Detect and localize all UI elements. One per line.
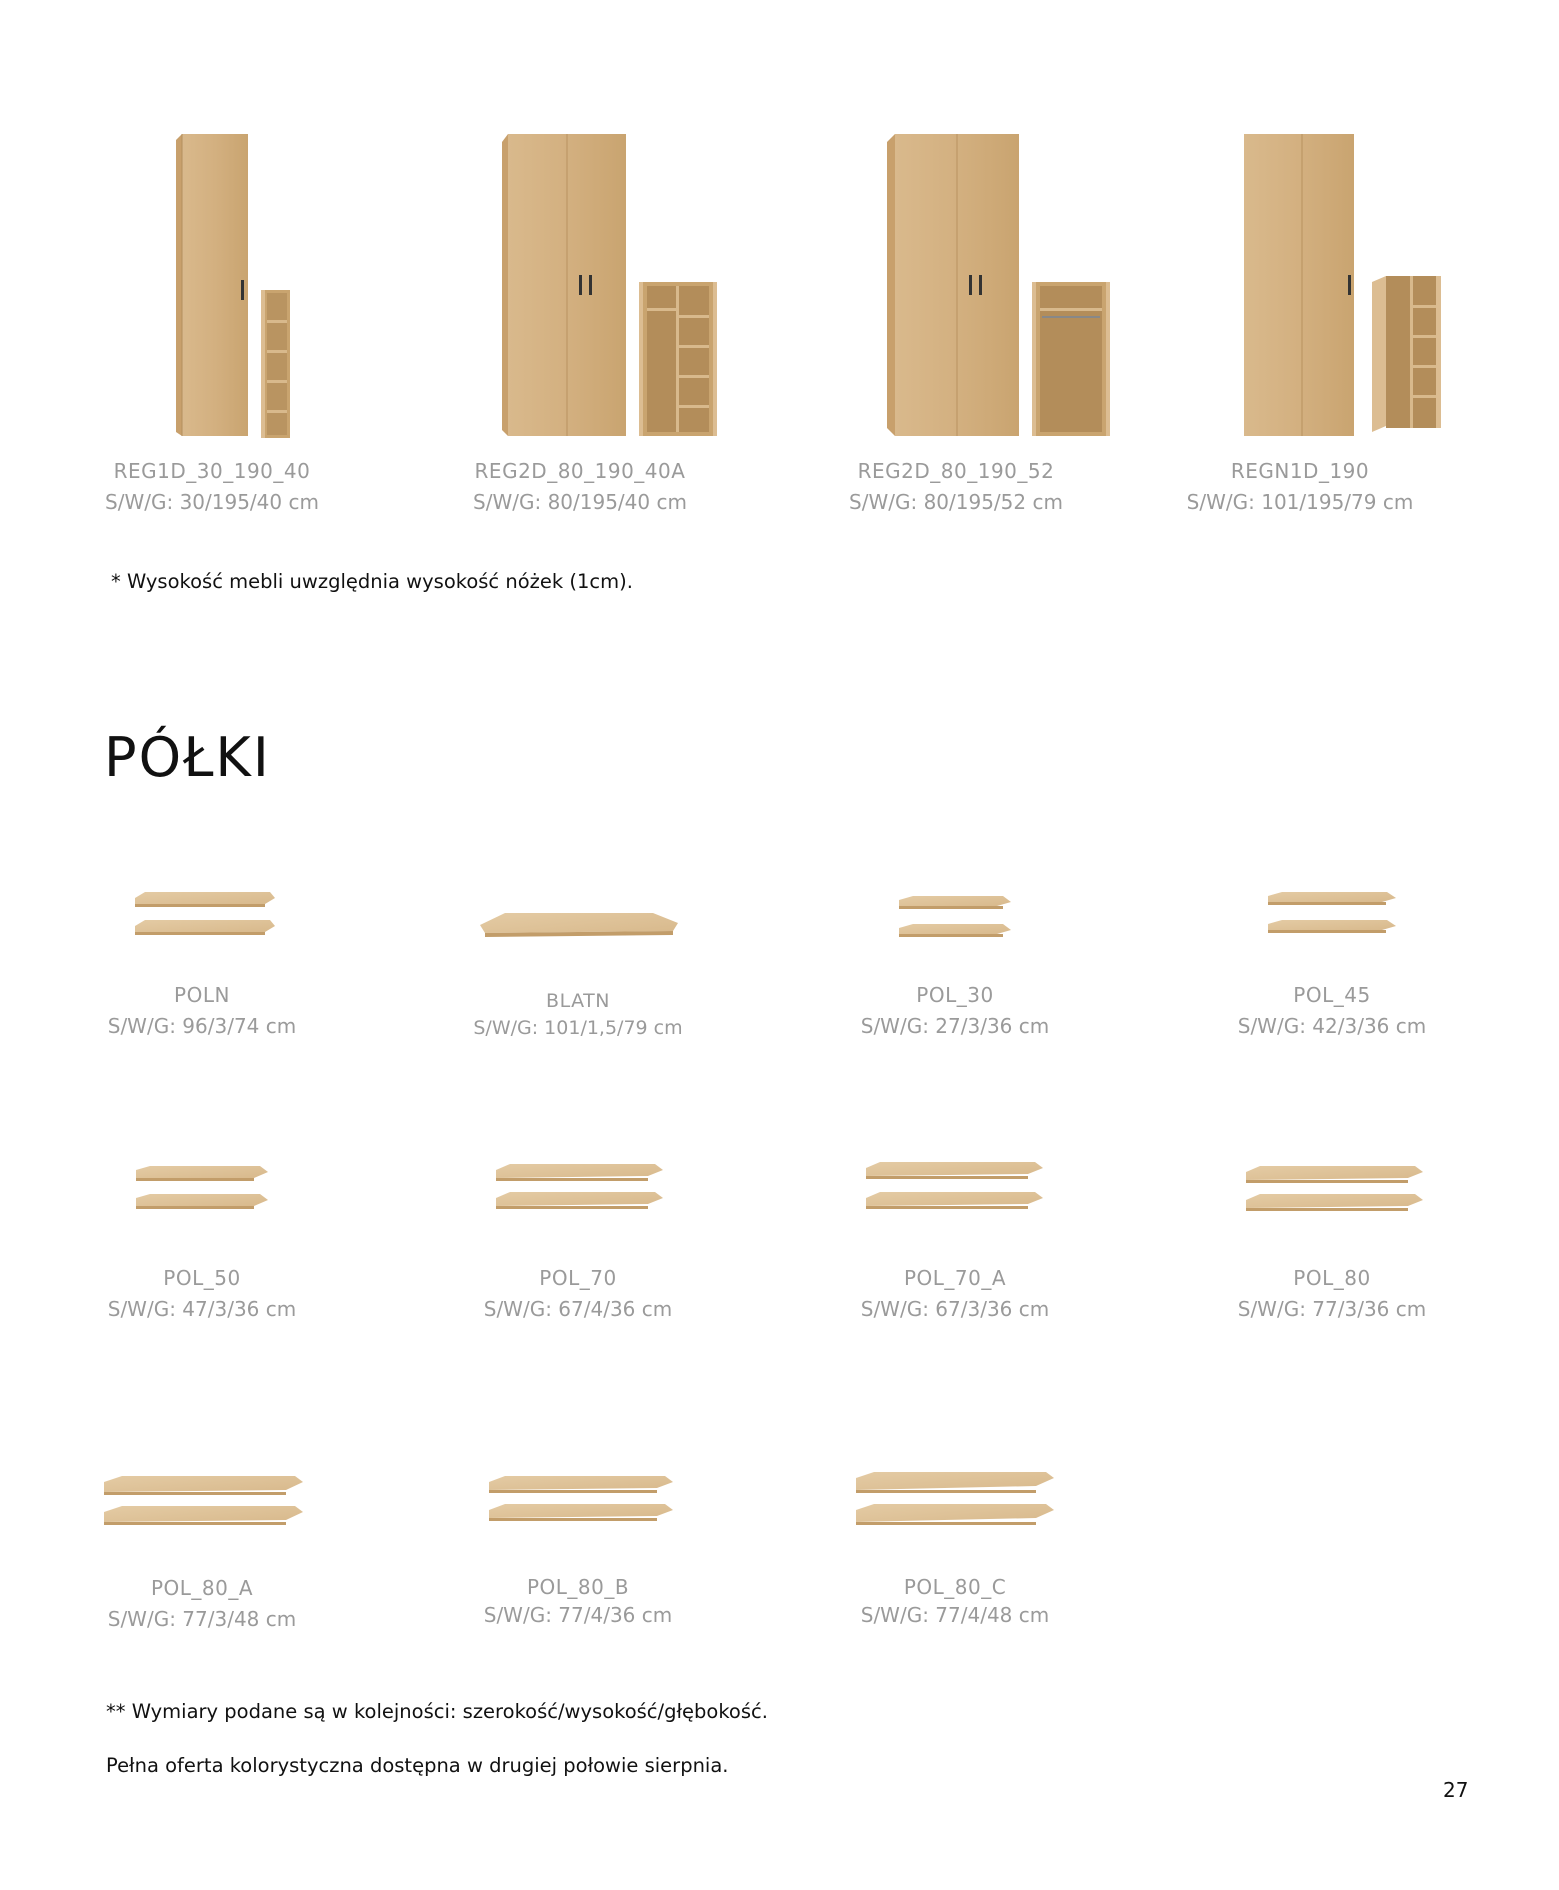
dimensions-note: ** Wymiary podane są w kolejności: szerokość/wysokość/głębokość. [106, 1700, 768, 1723]
product-code: POL_80 [1293, 1266, 1371, 1290]
shelf-pol70-image [490, 1160, 670, 1216]
wardrobe-label [62, 456, 362, 518]
product-dimensions: S/W/G: 27/3/36 cm [860, 1014, 1050, 1038]
product-dimensions: S/W/G: 80/195/52 cm [849, 490, 1063, 514]
shelf-label [52, 1573, 352, 1635]
product-dimensions: S/W/G: 42/3/36 cm [1237, 1014, 1427, 1038]
product-code: POL_80_A [150, 1576, 254, 1600]
shelf-label [428, 988, 728, 1042]
product-code: REG2D_80_190_52 [857, 459, 1055, 483]
shelf-label [1182, 1263, 1482, 1325]
wardrobe-reg2d-80-190-52 [885, 130, 1115, 440]
product-code: POL_70 [539, 1266, 617, 1290]
shelf-label [428, 1263, 728, 1325]
wardrobe-regn1d-190 [1240, 130, 1460, 440]
product-code: POL_50 [163, 1266, 241, 1290]
wardrobe-label [430, 456, 730, 518]
shelf-label [52, 1263, 352, 1325]
shelf-label [805, 980, 1105, 1042]
wardrobe-reg1d-30-190-40 [170, 130, 300, 440]
product-code: POL_80_B [526, 1575, 630, 1599]
shelf-pol50-image [130, 1162, 275, 1218]
product-code: POL_80_C [903, 1575, 1007, 1599]
product-code: POL_70_A [903, 1266, 1007, 1290]
product-dimensions: S/W/G: 67/3/36 cm [860, 1297, 1050, 1321]
product-dimensions: S/W/G: 77/3/36 cm [1237, 1297, 1427, 1321]
product-dimensions: S/W/G: 77/4/48 cm [860, 1603, 1050, 1627]
product-code: POL_45 [1293, 983, 1371, 1007]
wardrobe-image [170, 130, 300, 440]
product-dimensions: S/W/G: 77/4/36 cm [483, 1603, 673, 1627]
shelf-pol80b-image [483, 1472, 678, 1532]
product-dimensions: S/W/G: 47/3/36 cm [107, 1297, 297, 1321]
shelf-label [805, 1573, 1105, 1629]
product-code: BLATN [546, 990, 610, 1012]
product-dimensions: S/W/G: 101/195/79 cm [1186, 490, 1414, 514]
shelf-label [805, 1263, 1105, 1325]
product-dimensions: S/W/G: 77/3/48 cm [107, 1607, 297, 1631]
wardrobe-label [1150, 456, 1450, 518]
shelf-pol80a-image [100, 1472, 310, 1532]
product-code: REG1D_30_190_40 [113, 459, 311, 483]
product-dimensions: S/W/G: 67/4/36 cm [483, 1297, 673, 1321]
shelf-pol80-image [1240, 1162, 1430, 1218]
product-dimensions: S/W/G: 80/195/40 cm [473, 490, 687, 514]
product-code: REGN1D_190 [1230, 459, 1370, 483]
shelf-poln-image [130, 888, 280, 948]
shelf-pol70a-image [860, 1158, 1050, 1218]
shelf-pol30-image [893, 892, 1018, 948]
product-dimensions: S/W/G: 101/1,5/79 cm [473, 1017, 683, 1039]
shelf-label [428, 1573, 728, 1629]
wardrobe-image [885, 130, 1115, 440]
offer-note: Pełna oferta kolorystyczna dostępna w drugiej połowie sierpnia. [106, 1754, 729, 1777]
product-code: POL_30 [916, 983, 994, 1007]
wardrobe-image [1240, 130, 1460, 440]
height-note: * Wysokość mebli uwzględnia wysokość nóżek (1cm). [111, 570, 633, 593]
product-code: REG2D_80_190_40A [474, 459, 686, 483]
shelf-label [52, 980, 352, 1042]
wardrobe-image [500, 130, 720, 440]
product-dimensions: S/W/G: 30/195/40 cm [105, 490, 319, 514]
shelf-pol80c-image [850, 1468, 1060, 1532]
page-number: 27 [1443, 1778, 1469, 1802]
shelf-blatn-image [475, 905, 685, 945]
product-dimensions: S/W/G: 96/3/74 cm [107, 1014, 297, 1038]
product-code: POLN [174, 983, 230, 1007]
section-title: PÓŁKI [104, 726, 271, 789]
shelf-pol45-image [1262, 888, 1402, 944]
wardrobe-label [806, 456, 1106, 518]
shelf-label [1182, 980, 1482, 1042]
wardrobe-reg2d-80-190-40a [500, 130, 720, 440]
